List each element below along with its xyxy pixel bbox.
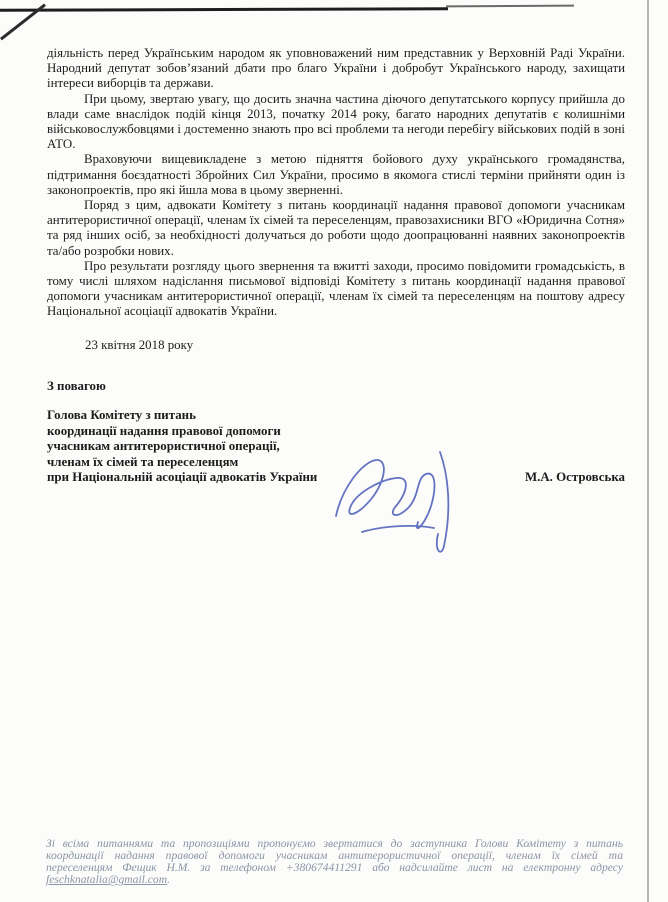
signature-title-line-3: учасникам антитерористичної операції, — [47, 439, 280, 454]
scan-artifact-right-edge — [647, 0, 649, 902]
signature-title-line-4: членам їх сімей та переселенцям — [47, 454, 239, 469]
body-paragraph-1: діяльність перед Українським народом як уповноважений ним представник у Верховній Раді України. Народний депутат зобов’язаний дбати про благо України і добробут Українського народу, захищати інтереси виборців та держави. — [47, 46, 625, 91]
footer-contact-note — [46, 838, 623, 886]
footer-text: Зі всіма питаннями та пропозиціями пропонуємо звертатися до заступника Голови Комітету з питань координації надання правової допомоги учасникам антитерористичної операції, членам їх сімей та переселенцям Фещик Н.М. за телефоном +380674411291 або надсилайте лист на електронну адресу — [46, 837, 623, 875]
body-paragraph-3: Враховуючи вищевикладене з метою підняття бойового духу українського громадянства, підтримання боєздатності Збройних Сил України, просимо в якомога стислі терміни прийняти один із законопроектів, про які йшла мова в цьому зверненні. — [47, 152, 625, 197]
date-line: 23 квітня 2018 року — [85, 337, 194, 352]
salutation: З повагою — [47, 378, 106, 393]
scan-artifact-top-line-right — [446, 5, 574, 8]
signature-title-line-1: Голова Комітету з питань — [47, 408, 196, 423]
footer-period: . — [167, 873, 171, 887]
body-paragraph-4: Поряд з цим, адвокати Комітету з питань координації надання правової допомоги учасникам антитерористичної операції, членам їх сімей та переселенцям, правозахисники ВГО «Юридична Сотня» та ряд інших осіб, за необхідності долучаться до роботи щодо доопрацюванні наявних законопроектів та/або розробки нових. — [47, 198, 625, 258]
footer-email: feschknatalia@gmail.com — [46, 873, 168, 887]
signature-title-line-5: при Національній асоціації адвокатів України — [47, 470, 318, 485]
body-paragraph-5: Про результати розгляду цього звернення та вжитті заходи, просимо повідомити громадськість, в тому числі шляхом надіслання письмової відповіді Комітету з питань координації надання правової допомоги учасникам антитерористичної операції, членам їх сімей та переселенцям на поштову адресу Національної асоціації адвокатів України. — [47, 258, 625, 319]
letter-body — [47, 46, 625, 486]
signatory-name: М.А. Островська — [524, 470, 625, 485]
signature-title-line-2: координації надання правової допомоги — [47, 423, 281, 438]
signature-title-block — [47, 408, 625, 486]
scan-artifact-top-line — [0, 7, 448, 12]
body-paragraph-2: При цьому, звертаю увагу, що досить значна частина діючого депутатського корпусу прийшла до влади саме внаслідок подій кінця 2013, початку 2014 року, багато народних депутатів є колишніми військовослужбовцями і достеменно знають про всі проблеми та негоди перебігу військових подій в зоні АТО. — [47, 91, 625, 152]
